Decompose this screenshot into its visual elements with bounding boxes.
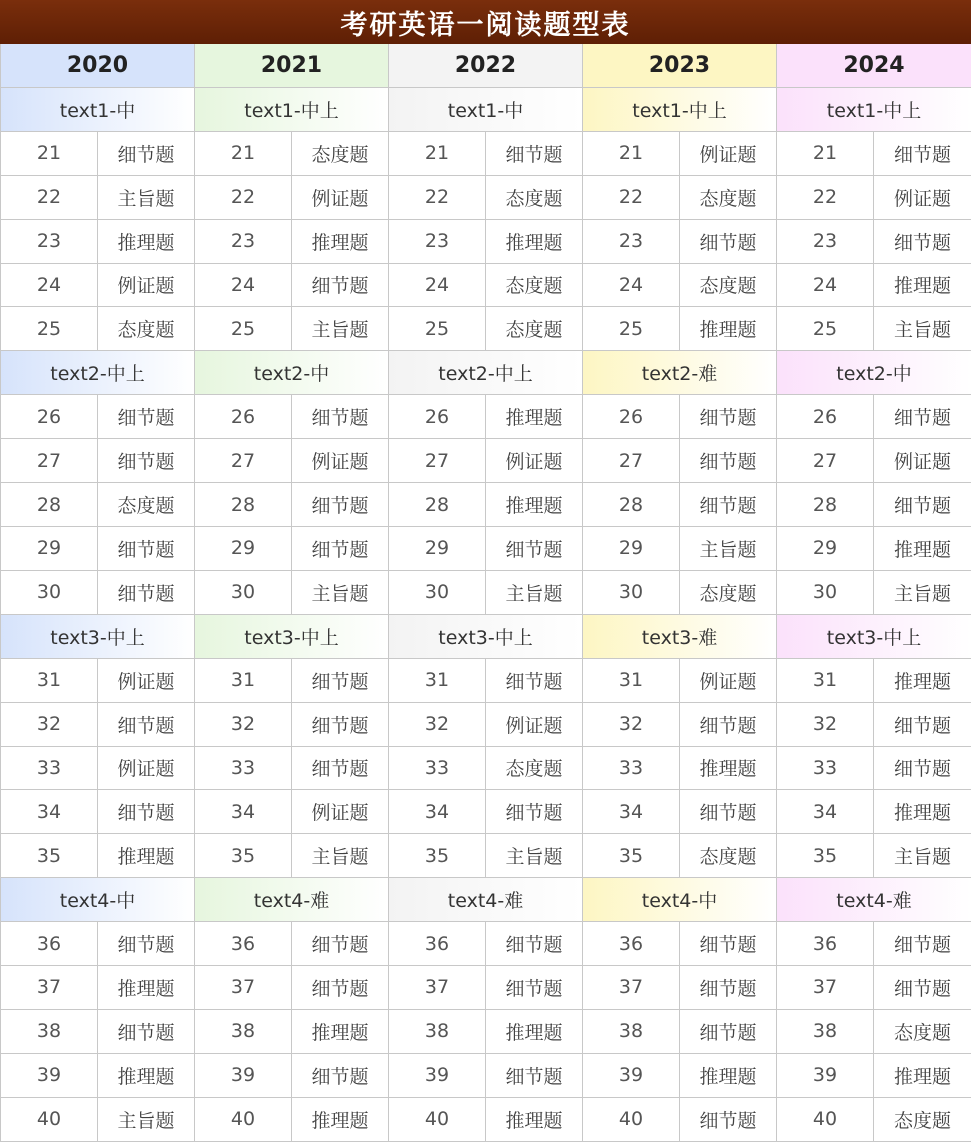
question-number: 24 <box>389 264 486 308</box>
question-number: 28 <box>777 483 874 527</box>
question-number: 40 <box>583 1098 680 1142</box>
question-number: 38 <box>195 1010 292 1054</box>
question-type: 主旨题 <box>874 571 971 615</box>
question-type: 例证题 <box>874 439 971 483</box>
question-number: 37 <box>1 966 98 1010</box>
question-type: 推理题 <box>292 1010 389 1054</box>
question-type: 推理题 <box>486 1098 583 1142</box>
question-type: 细节题 <box>874 220 971 264</box>
question-type: 细节题 <box>486 966 583 1010</box>
question-type: 细节题 <box>98 439 195 483</box>
question-number: 30 <box>777 571 874 615</box>
question-number: 35 <box>389 834 486 878</box>
question-type: 态度题 <box>98 307 195 351</box>
question-type: 细节题 <box>292 264 389 308</box>
table-grid <box>0 44 971 1142</box>
question-number: 26 <box>195 395 292 439</box>
question-number: 29 <box>777 527 874 571</box>
question-type: 细节题 <box>874 132 971 176</box>
question-number: 37 <box>389 966 486 1010</box>
question-type: 主旨题 <box>680 527 777 571</box>
question-type: 例证题 <box>486 703 583 747</box>
question-type: 推理题 <box>98 1054 195 1098</box>
question-type: 细节题 <box>98 395 195 439</box>
question-number: 31 <box>389 659 486 703</box>
question-number: 23 <box>1 220 98 264</box>
question-type: 细节题 <box>292 1054 389 1098</box>
question-type: 细节题 <box>292 922 389 966</box>
question-number: 26 <box>583 395 680 439</box>
question-number: 28 <box>1 483 98 527</box>
question-number: 36 <box>583 922 680 966</box>
question-number: 30 <box>1 571 98 615</box>
question-number: 39 <box>777 1054 874 1098</box>
question-number: 34 <box>777 790 874 834</box>
question-type: 态度题 <box>98 483 195 527</box>
question-type: 推理题 <box>292 1098 389 1142</box>
question-type: 态度题 <box>486 264 583 308</box>
passage-header: text4-难 <box>777 878 971 922</box>
question-number: 34 <box>389 790 486 834</box>
question-number: 24 <box>583 264 680 308</box>
question-number: 24 <box>777 264 874 308</box>
question-type: 例证题 <box>874 176 971 220</box>
question-type: 细节题 <box>98 527 195 571</box>
question-type: 细节题 <box>292 527 389 571</box>
question-type: 细节题 <box>486 132 583 176</box>
question-type: 例证题 <box>98 659 195 703</box>
question-number: 33 <box>1 747 98 791</box>
question-type: 细节题 <box>680 220 777 264</box>
passage-header: text2-中 <box>195 351 389 395</box>
year-header: 2021 <box>195 44 389 88</box>
question-type: 细节题 <box>874 395 971 439</box>
question-type: 主旨题 <box>292 834 389 878</box>
passage-header: text3-难 <box>583 615 777 659</box>
question-type: 细节题 <box>98 1010 195 1054</box>
question-type: 主旨题 <box>292 307 389 351</box>
question-number: 38 <box>583 1010 680 1054</box>
question-type: 细节题 <box>98 703 195 747</box>
question-type: 推理题 <box>874 527 971 571</box>
question-number: 26 <box>389 395 486 439</box>
question-type: 细节题 <box>680 1010 777 1054</box>
question-number: 31 <box>777 659 874 703</box>
question-number: 24 <box>195 264 292 308</box>
question-type: 细节题 <box>98 571 195 615</box>
question-number: 40 <box>389 1098 486 1142</box>
question-number: 21 <box>777 132 874 176</box>
question-type: 推理题 <box>486 220 583 264</box>
passage-header: text4-中 <box>583 878 777 922</box>
question-type: 细节题 <box>874 747 971 791</box>
question-number: 24 <box>1 264 98 308</box>
question-number: 27 <box>1 439 98 483</box>
question-number: 32 <box>583 703 680 747</box>
question-type: 推理题 <box>680 1054 777 1098</box>
question-type: 细节题 <box>486 1054 583 1098</box>
question-number: 40 <box>1 1098 98 1142</box>
question-type: 例证题 <box>680 132 777 176</box>
question-number: 34 <box>1 790 98 834</box>
question-number: 29 <box>1 527 98 571</box>
question-number: 36 <box>195 922 292 966</box>
passage-header: text3-中上 <box>389 615 583 659</box>
question-number: 34 <box>583 790 680 834</box>
year-header: 2020 <box>1 44 195 88</box>
question-number: 35 <box>1 834 98 878</box>
question-type: 细节题 <box>486 659 583 703</box>
question-number: 21 <box>389 132 486 176</box>
question-number: 39 <box>1 1054 98 1098</box>
question-type: 例证题 <box>486 439 583 483</box>
question-type: 态度题 <box>486 747 583 791</box>
question-type: 例证题 <box>98 264 195 308</box>
passage-header: text3-中上 <box>777 615 971 659</box>
question-type: 例证题 <box>292 439 389 483</box>
question-type: 细节题 <box>292 395 389 439</box>
question-type: 推理题 <box>874 1054 971 1098</box>
year-header: 2023 <box>583 44 777 88</box>
question-number: 30 <box>583 571 680 615</box>
question-type: 细节题 <box>98 790 195 834</box>
question-type: 态度题 <box>486 176 583 220</box>
question-number: 39 <box>583 1054 680 1098</box>
question-number: 21 <box>195 132 292 176</box>
question-number: 34 <box>195 790 292 834</box>
passage-header: text1-中 <box>389 88 583 132</box>
question-type: 推理题 <box>874 659 971 703</box>
question-type: 细节题 <box>98 132 195 176</box>
question-number: 38 <box>1 1010 98 1054</box>
question-type: 推理题 <box>486 1010 583 1054</box>
year-header: 2022 <box>389 44 583 88</box>
passage-header: text2-中上 <box>389 351 583 395</box>
question-number: 27 <box>195 439 292 483</box>
question-type: 态度题 <box>486 307 583 351</box>
question-type: 态度题 <box>680 176 777 220</box>
question-type: 推理题 <box>874 264 971 308</box>
question-type: 主旨题 <box>486 571 583 615</box>
question-type: 推理题 <box>680 307 777 351</box>
passage-header: text4-难 <box>195 878 389 922</box>
question-type: 态度题 <box>874 1098 971 1142</box>
question-number: 36 <box>1 922 98 966</box>
question-type: 细节题 <box>680 483 777 527</box>
question-type: 主旨题 <box>98 1098 195 1142</box>
question-type: 态度题 <box>874 1010 971 1054</box>
question-type: 细节题 <box>874 922 971 966</box>
question-number: 25 <box>1 307 98 351</box>
question-type: 细节题 <box>680 966 777 1010</box>
question-type: 细节题 <box>292 966 389 1010</box>
question-number: 32 <box>1 703 98 747</box>
passage-header: text3-中上 <box>1 615 195 659</box>
question-type: 细节题 <box>680 922 777 966</box>
question-number: 40 <box>195 1098 292 1142</box>
question-number: 21 <box>583 132 680 176</box>
question-type: 态度题 <box>680 264 777 308</box>
question-type: 细节题 <box>486 922 583 966</box>
question-number: 40 <box>777 1098 874 1142</box>
question-type: 细节题 <box>292 747 389 791</box>
question-type: 推理题 <box>680 747 777 791</box>
question-number: 33 <box>777 747 874 791</box>
question-number: 33 <box>583 747 680 791</box>
question-number: 35 <box>195 834 292 878</box>
passage-header: text1-中 <box>1 88 195 132</box>
year-header: 2024 <box>777 44 971 88</box>
question-type: 细节题 <box>292 659 389 703</box>
question-number: 22 <box>1 176 98 220</box>
passage-header: text4-难 <box>389 878 583 922</box>
question-type: 主旨题 <box>292 571 389 615</box>
passage-header: text1-中上 <box>195 88 389 132</box>
question-number: 25 <box>389 307 486 351</box>
question-number: 39 <box>389 1054 486 1098</box>
question-number: 27 <box>389 439 486 483</box>
question-type: 细节题 <box>874 966 971 1010</box>
question-number: 32 <box>389 703 486 747</box>
passage-header: text4-中 <box>1 878 195 922</box>
question-type: 例证题 <box>292 790 389 834</box>
question-number: 23 <box>583 220 680 264</box>
question-number: 33 <box>389 747 486 791</box>
question-type: 推理题 <box>486 395 583 439</box>
question-type: 例证题 <box>98 747 195 791</box>
question-number: 33 <box>195 747 292 791</box>
question-number: 36 <box>777 922 874 966</box>
question-number: 28 <box>389 483 486 527</box>
question-number: 28 <box>195 483 292 527</box>
question-type: 推理题 <box>486 483 583 527</box>
question-number: 32 <box>777 703 874 747</box>
question-number: 23 <box>195 220 292 264</box>
question-number: 35 <box>583 834 680 878</box>
question-number: 25 <box>777 307 874 351</box>
question-type: 态度题 <box>680 834 777 878</box>
question-number: 27 <box>777 439 874 483</box>
question-number: 22 <box>195 176 292 220</box>
question-number: 37 <box>583 966 680 1010</box>
question-number: 28 <box>583 483 680 527</box>
question-number: 22 <box>389 176 486 220</box>
passage-header: text2-中上 <box>1 351 195 395</box>
question-type: 推理题 <box>98 966 195 1010</box>
question-number: 27 <box>583 439 680 483</box>
question-number: 31 <box>583 659 680 703</box>
question-type: 主旨题 <box>98 176 195 220</box>
question-type: 细节题 <box>680 790 777 834</box>
passage-header: text3-中上 <box>195 615 389 659</box>
question-type: 态度题 <box>292 132 389 176</box>
question-type: 主旨题 <box>874 307 971 351</box>
question-number: 22 <box>777 176 874 220</box>
question-type: 推理题 <box>874 790 971 834</box>
question-number: 22 <box>583 176 680 220</box>
question-number: 32 <box>195 703 292 747</box>
question-number: 37 <box>195 966 292 1010</box>
question-type: 细节题 <box>292 703 389 747</box>
question-type: 推理题 <box>292 220 389 264</box>
question-type: 细节题 <box>486 527 583 571</box>
question-type: 细节题 <box>680 439 777 483</box>
passage-header: text1-中上 <box>777 88 971 132</box>
question-number: 36 <box>389 922 486 966</box>
question-number: 29 <box>195 527 292 571</box>
question-type: 细节题 <box>486 790 583 834</box>
question-type: 态度题 <box>680 571 777 615</box>
passage-header: text1-中上 <box>583 88 777 132</box>
question-type: 细节题 <box>680 703 777 747</box>
question-type: 推理题 <box>98 220 195 264</box>
question-number: 23 <box>389 220 486 264</box>
question-number: 38 <box>777 1010 874 1054</box>
question-type: 细节题 <box>680 1098 777 1142</box>
question-type: 主旨题 <box>874 834 971 878</box>
question-number: 26 <box>1 395 98 439</box>
passage-header: text2-难 <box>583 351 777 395</box>
question-type: 细节题 <box>874 703 971 747</box>
passage-header: text2-中 <box>777 351 971 395</box>
question-number: 30 <box>389 571 486 615</box>
question-number: 31 <box>1 659 98 703</box>
question-number: 31 <box>195 659 292 703</box>
question-number: 39 <box>195 1054 292 1098</box>
question-number: 26 <box>777 395 874 439</box>
question-type: 细节题 <box>680 395 777 439</box>
question-number: 30 <box>195 571 292 615</box>
question-type: 细节题 <box>874 483 971 527</box>
question-number: 21 <box>1 132 98 176</box>
table-title: 考研英语一阅读题型表 <box>0 0 971 45</box>
question-number: 29 <box>389 527 486 571</box>
question-number: 37 <box>777 966 874 1010</box>
question-type: 推理题 <box>98 834 195 878</box>
question-type: 例证题 <box>680 659 777 703</box>
question-number: 29 <box>583 527 680 571</box>
question-type: 例证题 <box>292 176 389 220</box>
question-number: 38 <box>389 1010 486 1054</box>
question-type: 细节题 <box>98 922 195 966</box>
question-number: 25 <box>583 307 680 351</box>
question-number: 35 <box>777 834 874 878</box>
question-number: 23 <box>777 220 874 264</box>
question-number: 25 <box>195 307 292 351</box>
question-type: 主旨题 <box>486 834 583 878</box>
question-type: 细节题 <box>292 483 389 527</box>
